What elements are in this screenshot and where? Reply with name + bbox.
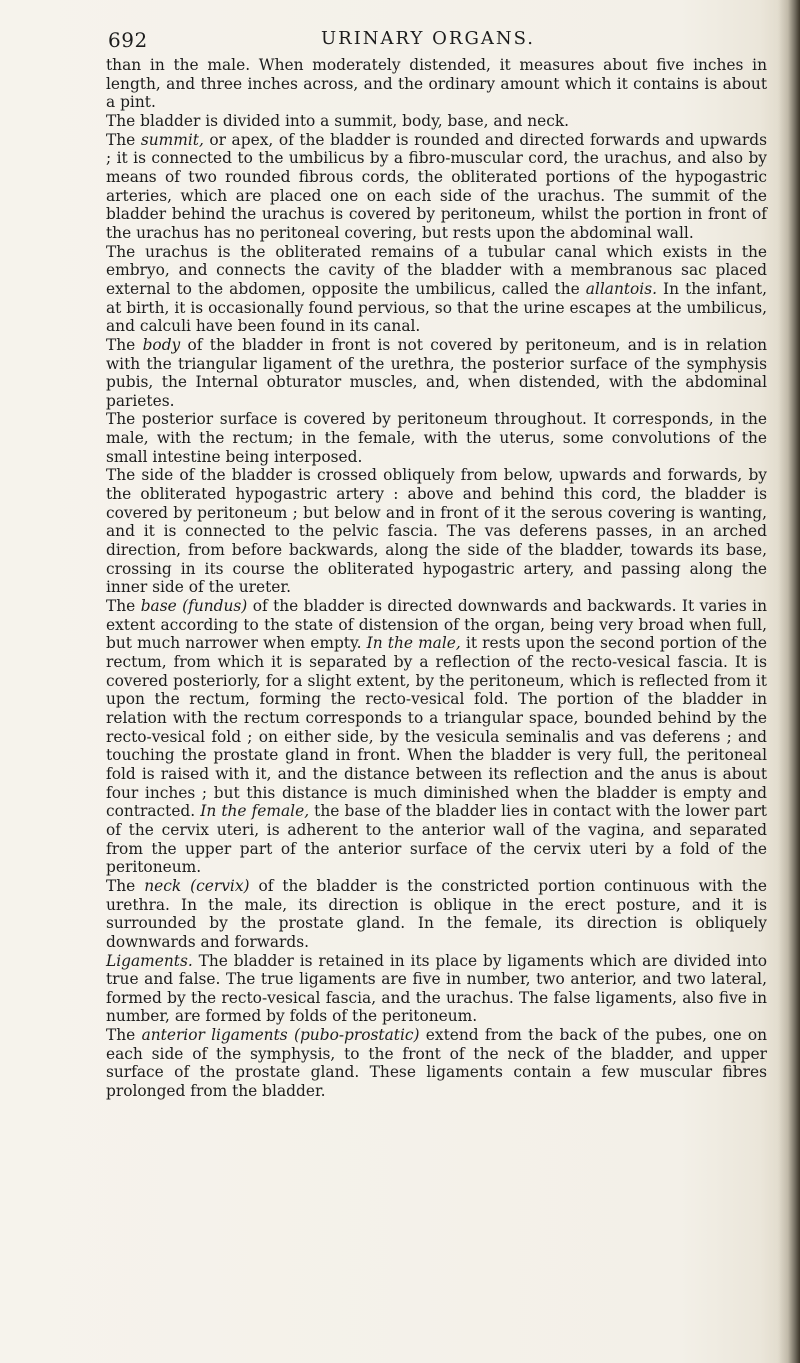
text-run: The [106,335,143,354]
paragraph [106,336,767,411]
text-run: The side of the bladder is crossed obliquely from below, upwards and forwards, by the obliterated hypogastric artery : above and behind this cord, the bladder is covered by peritoneum ; but below and in front of it the serous covering is wanting, and it is connected to the pelvic fascia. The vas deferens passes, in an arched direction, from before backwards, along the side of the bladder, towards its base, crossing in its course the obliterated hypogastric artery, and passing along the inner side of the ureter. [106,466,767,597]
paragraph [106,466,767,597]
text-run: The [106,1026,142,1045]
italic-run: base (fundus) [140,597,248,616]
italic-run: Ligaments. [106,951,193,970]
text-run: or apex, of the bladder is rounded and directed forwards and upwards ; it is connected to the umbilicus by a fibro-muscular cord, the urachus, and also by means of two rounded fibrous cords, the obliterated portions of the hypogastric arteries, which are placed one on each side of the urachus. The summit of the bladder behind the urachus is covered by peritoneum, whilst the portion in front of the urachus has no peritoneal covering, but rests upon the abdominal wall. [106,130,767,242]
italic-run: summit, [140,130,204,149]
italic-run: body [142,335,181,354]
text-run: The urachus is the obliterated remains of a tubular canal which exists in the embryo, and connects the cavity of the bladder with a membranous sac placed external to the abdomen, opposite the umbilicus, called the [106,242,767,298]
paragraph [106,56,767,112]
paragraph [106,410,767,466]
text-run: The posterior surface is covered by peritoneum throughout. It corresponds, in the male, with the rectum; in the female, with the uterus, some convolutions of the small intestine being interposed. [106,410,767,466]
text-run: extend from the back of the pubes, one on each side of the symphysis, to the front of the neck of the bladder, and upper surface of the prostate gland. These ligaments contain a few muscular fibres prolonged from the bladder. [106,1026,767,1101]
text-run: In the infant, at birth, it is occasionally found pervious, so that the urine escapes at the umbilicus, and calculi have been found in its canal. [106,279,767,336]
page-number: 692 [108,28,148,52]
text-run: it rests upon the second portion of the rectum, from which it is separated by a reflection of the recto-vesical fascia. It is covered posteriorly, for a slight extent, by the peritoneum, which is reflected from it upon the rectum, forming the recto-vesical fold. The portion of the bladder in relation with the rectum corresponds to a triangular space, bounded behind by the recto-vesical fold ; on either side, by the vesicula seminalis and vas deferens ; and touching the prostate gland in front. When the bladder is very full, the peritoneal fold is raised with it, and the distance between its reflection and the anus is about four inches ; but this distance is much diminished when the bladder is empty and contracted. [106,634,767,821]
text-run: The bladder is divided into a summit, body, base, and neck. [106,111,570,130]
text-run: the base of the bladder lies in contact with the lower part of the cervix uteri, is adherent to the anterior wall of the vagina, and separated from the upper part of the anterior surface of the cervix uteri by a fold of the peritoneum. [106,802,767,877]
text-run: of the bladder is directed downwards and backwards. It varies in extent according to the state of distension of the organ, being very broad when full, but much narrower when empty. [106,597,767,653]
paragraph [106,243,767,336]
italic-run: allantois. [585,279,658,298]
paragraph [106,877,767,952]
text-run: The [106,130,141,149]
text-run: The [106,876,145,895]
running-head: URINARY ORGANS. [320,28,536,49]
italic-run: neck (cervix) [144,876,250,895]
paragraph [106,131,767,243]
italic-run: In the female, [200,802,310,821]
text-run: of the bladder in front is not covered by peritoneum, and is in relation with the triangular ligament of the urethra, the posterior surface of the symphysis pubis, the Internal obturator muscles, and, when distended, with the abdominal parietes. [106,335,767,410]
paragraph [106,1026,767,1101]
italic-run: In the male, [366,634,461,653]
paragraph [106,112,767,131]
page-gutter-shadow [778,0,800,1363]
paragraph [106,597,767,877]
text-run: The [106,597,141,616]
text-run: than in the male. When moderately distended, it measures about five inches in length, and three inches across, and the ordinary amount which it contains is about a pint. [106,56,767,112]
italic-run: anterior ligaments (pubo-prostatic) [141,1026,420,1045]
paragraph [106,952,767,1027]
text-run: of the bladder is the constricted portion continuous with the urethra. In the male, its direction is oblique in the erect posture, and it is surrounded by the prostate gland. In the female, its direction is obliquely downwards and forwards. [106,876,768,951]
text-run: The bladder is retained in its place by ligaments which are divided into true and false. The true ligaments are five in number, two anterior, and two lateral, formed by the recto-vesical fascia, and the urachus. The false ligaments, also five in number, are formed by folds of the peritoneum. [106,951,767,1026]
body-text [106,56,767,1101]
